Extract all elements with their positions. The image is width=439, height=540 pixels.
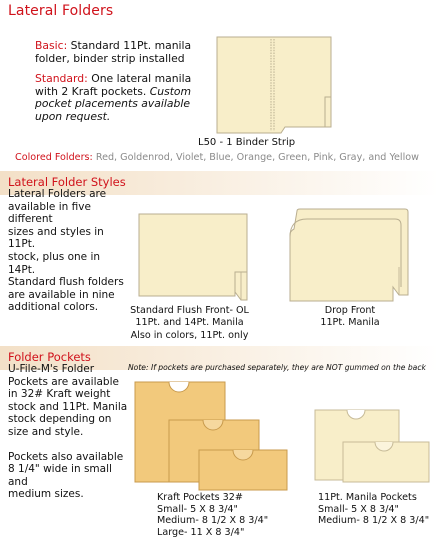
basic-text-1: Standard 11Pt. manila [70, 39, 192, 52]
colored-folders-line [15, 152, 419, 163]
manila-caption-line: 11Pt. Manila Pockets [318, 492, 417, 503]
kraft-caption-line: Medium- 8 1/2 X 8 3/4" [157, 515, 269, 527]
styles-description [8, 188, 128, 314]
pockets-description [8, 363, 128, 501]
manila-pockets-image [313, 408, 433, 486]
page-title: Lateral Folders [8, 3, 114, 19]
drop-front-caption [300, 305, 400, 330]
kraft-caption-line: Small- 5 X 8 3/4" [157, 503, 238, 515]
standard-text-1: One lateral manila [91, 72, 192, 85]
pockets-section-title: Folder Pockets [8, 350, 91, 364]
basic-label: Basic: [35, 39, 68, 52]
drop-caption-line: 11Pt. Manila [320, 317, 380, 329]
styles-line: stock, plus one in 14Pt. [8, 250, 101, 276]
basic-description [35, 40, 205, 65]
pockets-line: stock and 11Pt. Manila [8, 400, 128, 413]
colored-folders-label: Colored Folders: [15, 152, 93, 163]
styles-line: Lateral Folders are [8, 188, 107, 200]
standard-label: Standard: [35, 72, 88, 85]
pockets-line: stock depending on [8, 413, 112, 426]
pockets-line: Pockets also available [8, 450, 124, 463]
flush-caption-line: Also in colors, 11Pt. only [130, 329, 249, 341]
standard-italic-1: Custom [149, 84, 192, 98]
flush-front-caption [117, 305, 262, 342]
styles-line: are available in nine [8, 288, 115, 301]
standard-italic-3: upon request. [35, 109, 111, 123]
pockets-line: Pockets are available [8, 375, 119, 388]
styles-line: sizes and styles in 11Pt. [8, 225, 104, 251]
pockets-line: medium sizes. [8, 488, 84, 501]
pockets-line: in 32# Kraft weight [8, 388, 111, 401]
manila-pockets-caption [318, 492, 429, 527]
kraft-pockets-image [133, 380, 293, 492]
pockets-line: 8 1/4" wide in small and [8, 463, 112, 488]
kraft-caption-line: Kraft Pockets 32# [157, 492, 243, 503]
pockets-line: size and style. [8, 425, 84, 438]
flush-caption-line: 11Pt. and 14Pt. Manila [135, 317, 244, 329]
binder-strip-caption: L50 - 1 Binder Strip [198, 137, 296, 148]
drop-front-folder-image [287, 207, 415, 307]
styles-section-title: Lateral Folder Styles [8, 175, 126, 189]
flush-caption-line: Standard Flush Front- OL [130, 305, 249, 316]
styles-line: available in five different [8, 200, 91, 226]
kraft-caption-line: Large- 11 X 8 3/4" [157, 526, 245, 538]
styles-line: Standard flush folders [8, 276, 124, 289]
pockets-line: U-File-M's Folder [8, 363, 95, 375]
kraft-pockets-caption [157, 492, 268, 538]
manila-caption-line: Small- 5 X 8 3/4" [318, 503, 399, 515]
flush-front-folder-image [137, 212, 252, 304]
styles-line: additional colors. [8, 301, 99, 314]
basic-text-2: folder, binder strip installed [35, 51, 185, 65]
drop-caption-line: Drop Front [324, 305, 376, 316]
binder-strip-folder-image [215, 35, 335, 135]
standard-italic-2: pocket placements available [35, 97, 191, 111]
standard-text-2: with 2 Kraft pockets. [35, 84, 147, 98]
standard-description [35, 73, 205, 123]
colored-folders-list: Red, Goldenrod, Violet, Blue, Orange, Green, Pink, Gray, and Yellow [95, 152, 419, 163]
manila-caption-line: Medium- 8 1/2 X 8 3/4" [318, 515, 430, 527]
pockets-note: Note: If pockets are purchased separately, they are NOT gummed on the back [128, 363, 426, 372]
